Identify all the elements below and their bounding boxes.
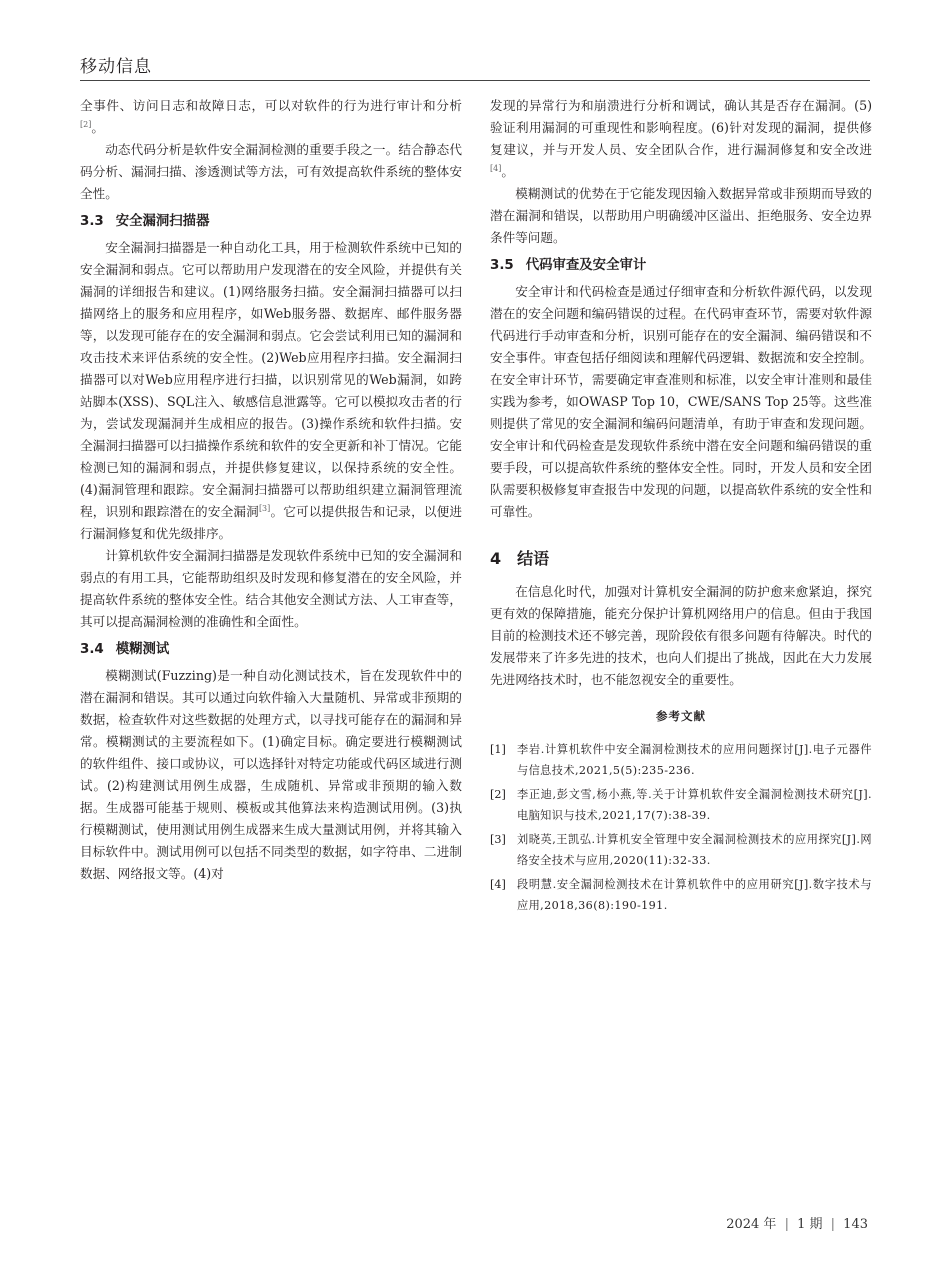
paragraph: 模糊测试的优势在于它能发现因输入数据异常或非预期而导致的潜在漏洞和错误，以帮助用户明确缓冲区溢出、拒绝服务、安全边界条件等问题。 bbox=[490, 186, 872, 245]
paragraph-continued bbox=[490, 95, 872, 183]
reference-number: [2] bbox=[490, 788, 506, 801]
section-title: 代码审查及安全审计 bbox=[525, 258, 647, 273]
section-number: 4 bbox=[490, 549, 502, 568]
journal-header: 移动信息 bbox=[80, 57, 152, 77]
paragraph-text: 发现的异常行为和崩溃进行分析和调试，确认其是否存在漏洞。(5)验证利用漏洞的可重现性和影响程度。(6)针对发现的漏洞，提供修复建议，并与开发人员、安全团队合作，进行漏洞修复和安全改进 bbox=[490, 98, 872, 157]
reference-list bbox=[490, 739, 872, 916]
header-divider bbox=[80, 80, 870, 81]
paragraph bbox=[80, 237, 462, 545]
reference-text: 段明慧.安全漏洞检测技术在计算机软件中的应用研究[J].数字技术与应用,2018,36(8):190-191. bbox=[517, 878, 872, 912]
reference-number: [3] bbox=[490, 833, 506, 846]
section-number: 3.3 bbox=[80, 214, 104, 229]
section-heading-3-5 bbox=[490, 255, 872, 277]
citation-ref[interactable]: [2] bbox=[80, 119, 92, 129]
reference-number: [4] bbox=[490, 878, 506, 891]
section-title: 结语 bbox=[517, 549, 550, 568]
reference-item bbox=[490, 784, 872, 826]
footer-separator: | bbox=[784, 1217, 789, 1232]
reference-text: 李正迪,彭文雪,杨小燕,等.关于计算机软件安全漏洞检测技术研究[J].电脑知识与技术,2021,17(7):38-39. bbox=[517, 788, 872, 822]
section-number: 3.4 bbox=[80, 642, 104, 657]
reference-number: [1] bbox=[490, 743, 506, 756]
section-heading-4 bbox=[490, 547, 872, 571]
reference-item bbox=[490, 829, 872, 871]
paragraph-text: 安全漏洞扫描器是一种自动化工具，用于检测软件系统中已知的安全漏洞和弱点。它可以帮助用户发现潜在的安全风险，并提供有关漏洞的详细报告和建议。(1)网络服务扫描。安全漏洞扫描器可以扫描网络上的服务和应用程序，如Web服务器、数据库、邮件服务器等，以发现可能存在的安全漏洞和弱点。它会尝试利用已知的漏洞和攻击技术来评估系统的安全性。(2)Web应用程序扫描。安全漏洞扫描器可以对Web应用程序进行扫描，以识别常见的Web漏洞，如跨站脚本(XSS)、SQL注入、敏感信息泄露等。它可以模拟攻击者的行为，尝试发现漏洞并生成相应的报告。(3)操作系统和软件扫描。安全漏洞扫描器可以扫描操作系统和软件的安全更新和补丁情况。它能检测已知的漏洞和弱点，并提供修复建议，以保持系统的安全性。(4)漏洞管理和跟踪。安全漏洞扫描器可以帮助组织建立漏洞管理流程，识别和跟踪潜在的安全漏洞 bbox=[80, 240, 462, 519]
paragraph: 安全审计和代码检查是通过仔细审查和分析软件源代码，以发现潜在的安全问题和编码错误的过程。在代码审查环节，需要对软件源代码进行手动审查和分析，识别可能存在的安全漏洞、编码错误和不安全事件。审查包括仔细阅读和理解代码逻辑、数据流和安全控制。在安全审计环节，需要确定审查准则和标准，以安全审计准则和最佳实践为参考，如OWASP Top 10，CWE/SANS Top 25等。这些准则提供了常见的安全漏洞和编码问题清单，有助于审查和发现问题。安全审计和代码检查是发现软件系统中潜在安全问题和编码错误的重要手段，可以提高软件系统的整体安全性。同时，开发人员和安全团队需要积极修复审查报告中发现的问题，以提高软件系统的安全性和可靠性。 bbox=[490, 284, 872, 519]
reference-text: 刘晓英,王凯弘.计算机安全管理中安全漏洞检测技术的应用探究[J].网络安全技术与应用,2020(11):32-33. bbox=[517, 833, 872, 867]
paragraph-text: 全事件、访问日志和故障日志，可以对软件的行为进行审计和分析 bbox=[80, 98, 462, 113]
footer-year: 2024 年 bbox=[726, 1217, 777, 1232]
paragraph-text: 。 bbox=[91, 120, 104, 135]
references-heading: 参考文献 bbox=[656, 709, 706, 723]
reference-text: 李岩.计算机软件中安全漏洞检测技术的应用问题探讨[J].电子元器件与信息技术,2021,5(5):235-236. bbox=[517, 743, 872, 777]
page-footer bbox=[726, 1213, 868, 1232]
paragraph: 在信息化时代，加强对计算机安全漏洞的防护愈来愈紧迫，探究更有效的保障措施，能充分保护计算机网络用户的信息。但由于我国目前的检测技术还不够完善，现阶段依有很多问题有待解决。时代的发展带来了许多先进的技术，也向人们提出了挑战，因此在大力发展先进网络技术时，也不能忽视安全的重要性。 bbox=[490, 584, 872, 687]
section-heading-3-4 bbox=[80, 639, 462, 661]
page-number: 143 bbox=[843, 1217, 868, 1232]
footer-separator: | bbox=[830, 1217, 836, 1232]
reference-item bbox=[490, 739, 872, 781]
paragraph-text: 。它可以提供报告和记录，以便进行漏洞修复和优先级排序。 bbox=[80, 504, 462, 541]
paragraph-continued bbox=[80, 95, 462, 139]
paragraph: 模糊测试(Fuzzing)是一种自动化测试技术，旨在发现软件中的潜在漏洞和错误。其可以通过向软件输入大量随机、异常或非预期的数据，检查软件对这些数据的处理方式，以寻找可能存在的漏洞和异常。模糊测试的主要流程如下。(1)确定目标。确定要进行模糊测试的软件组件、接口或协议，可以选择针对特定功能或代码区域进行测试。(2)构建测试用例生成器，生成随机、异常或非预期的输入数据。生成器可能基于规则、模板或其他算法来构造测试用例。(3)执行模糊测试，使用测试用例生成器来生成大量测试用例，并将其输入目标软件中。测试用例可以包括不同类型的数据，如字符串、二进制数据、网络报文等。(4)对 bbox=[80, 668, 462, 881]
citation-ref[interactable]: [3] bbox=[258, 503, 271, 513]
citation-ref[interactable]: [4] bbox=[490, 163, 502, 173]
section-title: 模糊测试 bbox=[115, 642, 170, 657]
paragraph-text: 。 bbox=[501, 164, 514, 179]
paragraph: 计算机软件安全漏洞扫描器是发现软件系统中已知的安全漏洞和弱点的有用工具，它能帮助组织及时发现和修复潜在的安全风险，并提高软件系统的整体安全性。结合其他安全测试方法、人工审查等，其可以提高漏洞检测的准确性和全面性。 bbox=[80, 548, 462, 629]
right-column bbox=[490, 95, 872, 919]
reference-item bbox=[490, 874, 872, 916]
left-column bbox=[80, 95, 462, 885]
footer-issue: 1 期 bbox=[797, 1217, 823, 1232]
paragraph: 动态代码分析是软件安全漏洞检测的重要手段之一。结合静态代码分析、漏洞扫描、渗透测试等方法，可有效提高软件系统的整体安全性。 bbox=[80, 142, 462, 201]
section-heading-3-3 bbox=[80, 211, 462, 233]
section-title: 安全漏洞扫描器 bbox=[115, 214, 210, 229]
section-number: 3.5 bbox=[490, 258, 514, 273]
